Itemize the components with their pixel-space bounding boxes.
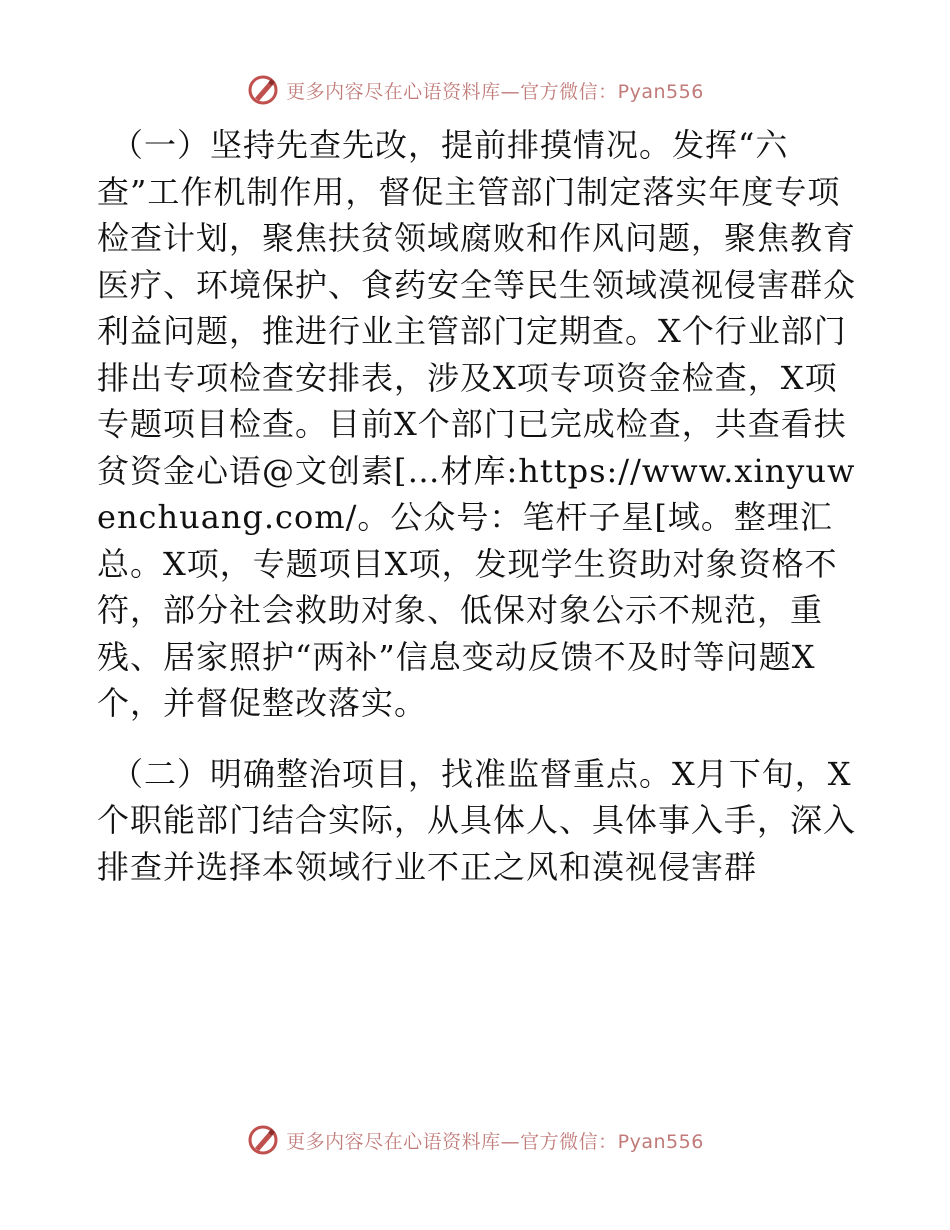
pen-circle-logo-icon [246,73,280,107]
footer-watermark [0,1120,950,1160]
header-watermark-text: 更多内容尽在心语资料库—官方微信：Pyan556 [286,80,704,103]
paragraph-2: （二）明确整治项目，找准监督重点。X月下旬，X个职能部门结合实际，从具体人、具体事入手，深入排查并选择本领域行业不正之风和漠视侵害群 [97,754,857,886]
header-watermark [0,70,950,110]
paragraph-1: （一）坚持先查先改，提前排摸情况。发挥“六查”工作机制作用，督促主管部门制定落实年度专项检查计划，聚焦扶贫领域腐败和作风问题，聚焦教育医疗、环境保护、食药安全等民生领域漠视侵害群众利益问题，推进行业主管部门定期查。X个行业部门排出专项检查安排表，涉及X项专项资金检查，X项专题项目检查。目前X个部门已完成检查，共查看扶贫资金心语@文创素[…材库:https://www.xinyuwenchuang.com/。公众号：笔杆子星[域。整理汇总。X项，专题项目X项，发现学生资助对象资格不符，部分社会救助对象、低保对象公示不规范，重残、居家照护“两补”信息变动反馈不及时等问题X个，并督促整改落实。 [97,126,857,722]
pen-circle-logo-icon [246,1123,280,1157]
footer-watermark-text: 更多内容尽在心语资料库—官方微信：Pyan556 [286,1130,704,1153]
document-body [97,122,857,890]
